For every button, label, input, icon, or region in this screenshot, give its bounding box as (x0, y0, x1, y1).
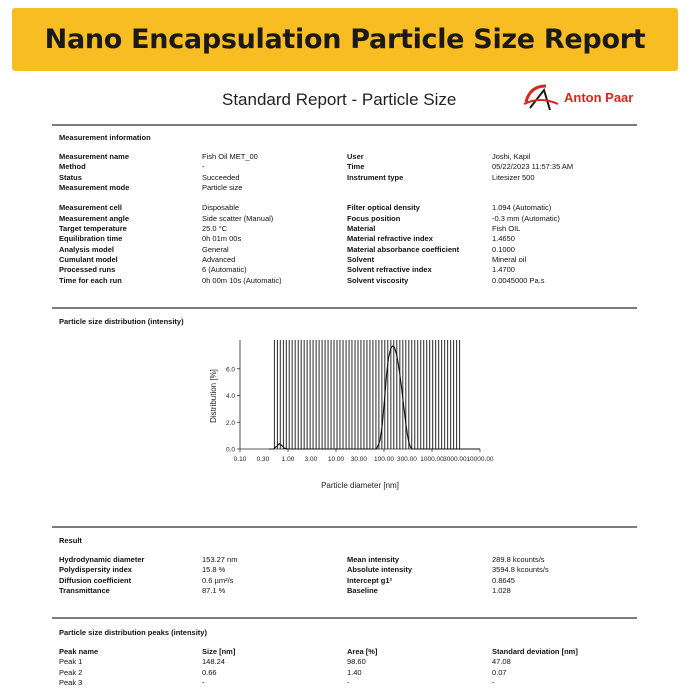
field-label: Solvent refractive index (347, 265, 432, 275)
field-label: Measurement name (59, 152, 130, 161)
measurement-labels-left (59, 152, 129, 286)
peaks-title: Particle size distribution peaks (intensity) (59, 628, 207, 637)
result-title: Result (59, 536, 82, 545)
field-label: Absolute intensity (347, 565, 413, 575)
section-divider (52, 124, 637, 126)
x-axis-label: Particle diameter [nm] (321, 481, 399, 490)
table-cell: - (492, 677, 495, 687)
field-value: 0.6 µm²/s (202, 575, 234, 585)
field-value: 87.1 % (202, 585, 226, 595)
table-cell: Peak 2 (59, 667, 83, 677)
logo-mark-icon (520, 82, 564, 116)
field-label: Filter optical density (347, 203, 420, 213)
field-value: 05/22/2023 11:57:35 AM (492, 162, 574, 172)
result-values-left (202, 555, 237, 596)
field-label: Hydrodynamic diameter (59, 555, 145, 564)
field-value: 1.4650 (492, 234, 515, 244)
measurement-values-right (492, 152, 573, 286)
field-value: 0.1000 (492, 244, 515, 254)
table-row (59, 668, 629, 678)
field-label: Method (59, 162, 86, 172)
result-labels-right (347, 555, 412, 596)
y-tick-label: 0.0 (225, 446, 235, 454)
column-header: Size [nm] (202, 647, 236, 656)
field-label: Processed runs (59, 265, 116, 275)
table-cell: 148.24 (202, 657, 225, 667)
field-value: - (202, 162, 205, 172)
field-label: Material refractive index (347, 234, 433, 244)
field-label: Focus position (347, 213, 401, 223)
x-minor-tick-label: 0.30 (256, 456, 270, 463)
y-tick-label: 6.0 (225, 366, 235, 374)
x-tick-label: 1.00 (281, 456, 295, 463)
field-value: Fish OIL (492, 224, 521, 234)
x-minor-tick-label: 300.00 (396, 456, 417, 463)
field-value: -0.3 mm (Automatic) (492, 213, 560, 223)
field-label: Analysis model (59, 244, 115, 254)
table-cell: 98.60 (347, 657, 366, 667)
table-cell: - (347, 677, 350, 687)
field-value: Mineral oil (492, 254, 527, 264)
field-value: Advanced (202, 254, 236, 264)
field-label: Polydispersity index (59, 565, 132, 575)
field-value: 0h 01m 00s (202, 234, 242, 244)
column-header: Area [%] (347, 647, 378, 656)
table-header-row (59, 647, 629, 657)
report-banner (12, 8, 678, 71)
field-label: Solvent viscosity (347, 275, 409, 285)
field-label: Intercept g1² (347, 575, 393, 585)
field-label: Measurement angle (59, 213, 130, 223)
column-header: Standard deviation [nm] (492, 647, 578, 656)
x-tick-label: 1000.00 (420, 456, 444, 463)
section-divider (52, 307, 637, 309)
measurement-values-left (202, 152, 282, 286)
section-divider (52, 526, 637, 528)
table-cell: Peak 1 (59, 657, 83, 667)
x-tick-label: 0.10 (233, 456, 247, 463)
distribution-curve (269, 346, 480, 449)
field-value: Succeeded (202, 172, 240, 182)
row-gap (59, 193, 129, 203)
x-tick-label: 100.00 (374, 456, 394, 463)
row-gap (347, 183, 459, 204)
field-value: 25.0 °C (202, 224, 228, 234)
field-label: Material absorbance coefficient (347, 244, 460, 254)
y-tick-label: 2.0 (225, 419, 235, 427)
field-label: Instrument type (347, 172, 404, 182)
field-value: 0h 00m 10s (Automatic) (202, 275, 282, 285)
table-cell: 47.08 (492, 657, 511, 667)
report-title: Standard Report - Particle Size (222, 90, 457, 109)
field-label: Equilibration time (59, 234, 123, 244)
table-cell: 0.07 (492, 667, 507, 677)
field-value: Fish Oil MET_00 (202, 152, 258, 161)
field-label: Transmittance (59, 585, 110, 595)
field-value: Litesizer 500 (492, 172, 535, 182)
field-value: Disposable (202, 203, 240, 213)
field-label: Diffusion coefficient (59, 575, 132, 585)
field-value: 153.27 nm (202, 555, 238, 564)
field-label: Mean intensity (347, 555, 400, 564)
x-minor-tick-label: 30.00 (350, 456, 368, 463)
field-value: Particle size (202, 182, 243, 192)
field-value: Joshi, Kapil (492, 152, 531, 161)
measurement-labels-right (347, 152, 459, 286)
table-cell: - (202, 677, 205, 687)
field-value: 3594.8 kcounts/s (492, 565, 549, 575)
table-row (59, 678, 629, 688)
measurement-info-title: Measurement information (59, 133, 151, 142)
column-header: Peak name (59, 647, 99, 656)
x-tick-label: 10.00 (327, 456, 345, 463)
field-label: Baseline (347, 585, 378, 595)
table-cell: 0.66 (202, 667, 217, 677)
table-cell: Peak 3 (59, 677, 83, 687)
field-value: General (202, 244, 229, 254)
field-label: Target temperature (59, 224, 127, 234)
field-label: Measurement cell (59, 203, 122, 213)
field-value: 1.4700 (492, 265, 515, 275)
y-axis-label: Distribution [%] (209, 369, 218, 423)
logo-text: Anton Paar (564, 90, 634, 105)
banner-title: Nano Encapsulation Particle Size Report (44, 24, 646, 55)
field-label: User (347, 152, 364, 161)
field-label: Solvent (347, 254, 375, 264)
peaks-table (59, 647, 629, 688)
table-row (59, 657, 629, 667)
x-minor-tick-label: 3.00 (304, 456, 318, 463)
size-class-lines (274, 340, 459, 449)
field-value: Side scatter (Manual) (202, 213, 274, 223)
section-divider (52, 617, 637, 619)
field-label: Cumulant model (59, 254, 118, 264)
row-gap (202, 193, 282, 203)
row-gap (492, 183, 573, 204)
field-value: 1.094 (Automatic) (492, 203, 552, 213)
field-label: Time for each run (59, 275, 122, 285)
x-tick-label: 10000.00 (466, 456, 494, 463)
table-cell: 1.40 (347, 667, 362, 677)
field-label: Time (347, 162, 365, 172)
field-value: 289.8 kcounts/s (492, 555, 545, 564)
result-labels-left (59, 555, 144, 596)
x-minor-tick-label: 3000.00 (443, 456, 467, 463)
particle-size-distribution-chart (190, 330, 510, 500)
field-value: 1.028 (492, 585, 511, 595)
field-label: Status (59, 172, 82, 182)
field-value: 0.8645 (492, 575, 515, 585)
y-tick-label: 4.0 (225, 393, 235, 400)
field-value: 15.8 % (202, 565, 226, 575)
field-label: Material (347, 224, 376, 234)
result-values-right (492, 555, 549, 596)
anton-paar-logo (520, 82, 640, 116)
field-label: Measurement mode (59, 182, 130, 192)
field-value: 0.0045000 Pa.s (492, 275, 545, 285)
field-value: 6 (Automatic) (202, 265, 247, 275)
distribution-title: Particle size distribution (intensity) (59, 317, 184, 326)
